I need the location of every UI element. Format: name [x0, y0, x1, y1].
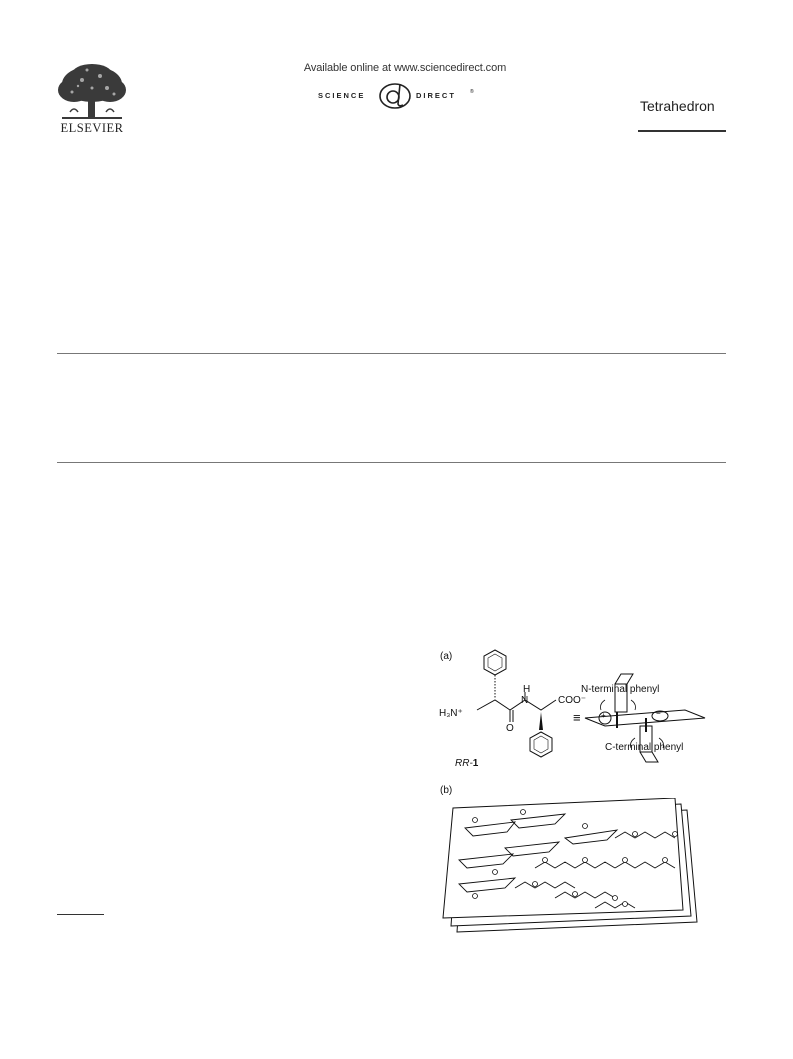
coo-label: COO⁻ [558, 695, 587, 706]
publisher-name: ELSEVIER [60, 121, 124, 135]
c-terminal-label: C-terminal phenyl [605, 742, 684, 753]
equivalence-symbol: ≡ [573, 710, 581, 725]
compound-label [455, 758, 478, 769]
available-online-text[interactable]: Available online at www.sciencedirect.com [303, 62, 507, 74]
divider-top [57, 353, 726, 354]
panel-a-label: (a) [440, 651, 453, 662]
registered-mark: ® [470, 89, 474, 95]
journal-name: Tetrahedron [640, 98, 715, 114]
at-symbol-icon [376, 80, 414, 110]
n-terminal-label: N-terminal phenyl [581, 684, 660, 695]
panel-b-label: (b) [440, 785, 453, 796]
compound-prefix: RR- [455, 758, 473, 769]
journal-rule [638, 130, 726, 132]
h-label: H [523, 684, 531, 695]
figure [435, 648, 735, 948]
sciencedirect-logo [310, 80, 480, 110]
minus-sign: − [656, 709, 661, 718]
panel-a-structure [435, 648, 735, 778]
sd-right-word: DIRECT [416, 91, 456, 100]
o-label: O [506, 723, 514, 734]
divider-bottom [57, 462, 726, 463]
plus-sign: + [601, 711, 606, 720]
compound-number: 1 [472, 758, 479, 769]
h3n-label: H₃N⁺ [439, 708, 463, 719]
panel-b-sheet-diagram [435, 798, 735, 948]
footnote-rule [57, 914, 104, 915]
n-label: N [521, 695, 529, 706]
sd-left-word: SCIENCE [318, 91, 366, 100]
